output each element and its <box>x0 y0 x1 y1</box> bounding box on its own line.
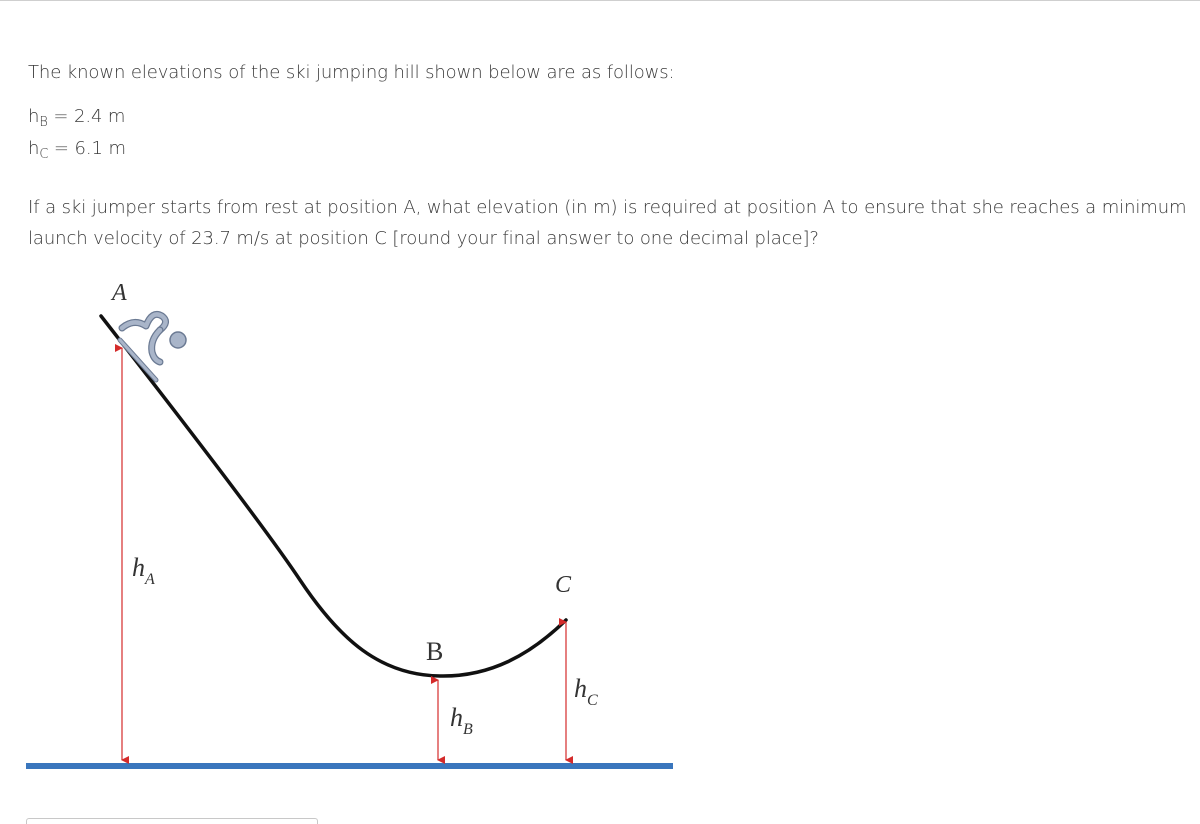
label-hb-sub: B <box>463 721 473 738</box>
question-text <box>28 58 1188 254</box>
ski-jumper-icon <box>120 314 186 380</box>
question-intro: The known elevations of the ski jumping hill shown below are as follows: <box>28 62 675 83</box>
label-a: A <box>112 280 127 306</box>
ski-hill-diagram <box>0 270 700 790</box>
label-ha-main: h <box>132 553 145 582</box>
given-hc-symbol: h <box>28 138 40 159</box>
label-b: B <box>426 637 444 666</box>
given-hc-value: 6.1 m <box>74 138 126 159</box>
given-hb-subscript: B <box>39 115 48 130</box>
answer-input-box[interactable] <box>26 818 318 824</box>
label-hc-main: h <box>574 674 587 703</box>
label-ha <box>132 553 155 588</box>
label-c: C <box>555 572 572 598</box>
top-divider <box>0 0 1200 1</box>
label-hc-sub: C <box>587 692 598 709</box>
question-ask: If a ski jumper starts from rest at position A, what elevation (in m) is required at position A to ensure that she reaches a minimum launch velocity of 23.7 m/s at position C [round your final answer to one decimal place]? <box>28 197 1187 249</box>
given-hb-value: 2.4 m <box>73 106 126 127</box>
given-hc <box>28 134 1188 166</box>
given-hc-subscript: C <box>39 147 49 162</box>
given-hb-equals: = <box>47 106 74 127</box>
label-hb <box>450 703 473 738</box>
label-hc <box>574 674 598 709</box>
given-hb <box>28 102 1188 134</box>
ground-line <box>26 763 673 769</box>
given-hb-symbol: h <box>28 106 40 127</box>
label-hb-main: h <box>450 703 463 732</box>
given-hc-equals: = <box>48 138 75 159</box>
ski-slope <box>101 316 566 676</box>
label-ha-sub: A <box>145 571 155 588</box>
given-values <box>28 102 1188 166</box>
